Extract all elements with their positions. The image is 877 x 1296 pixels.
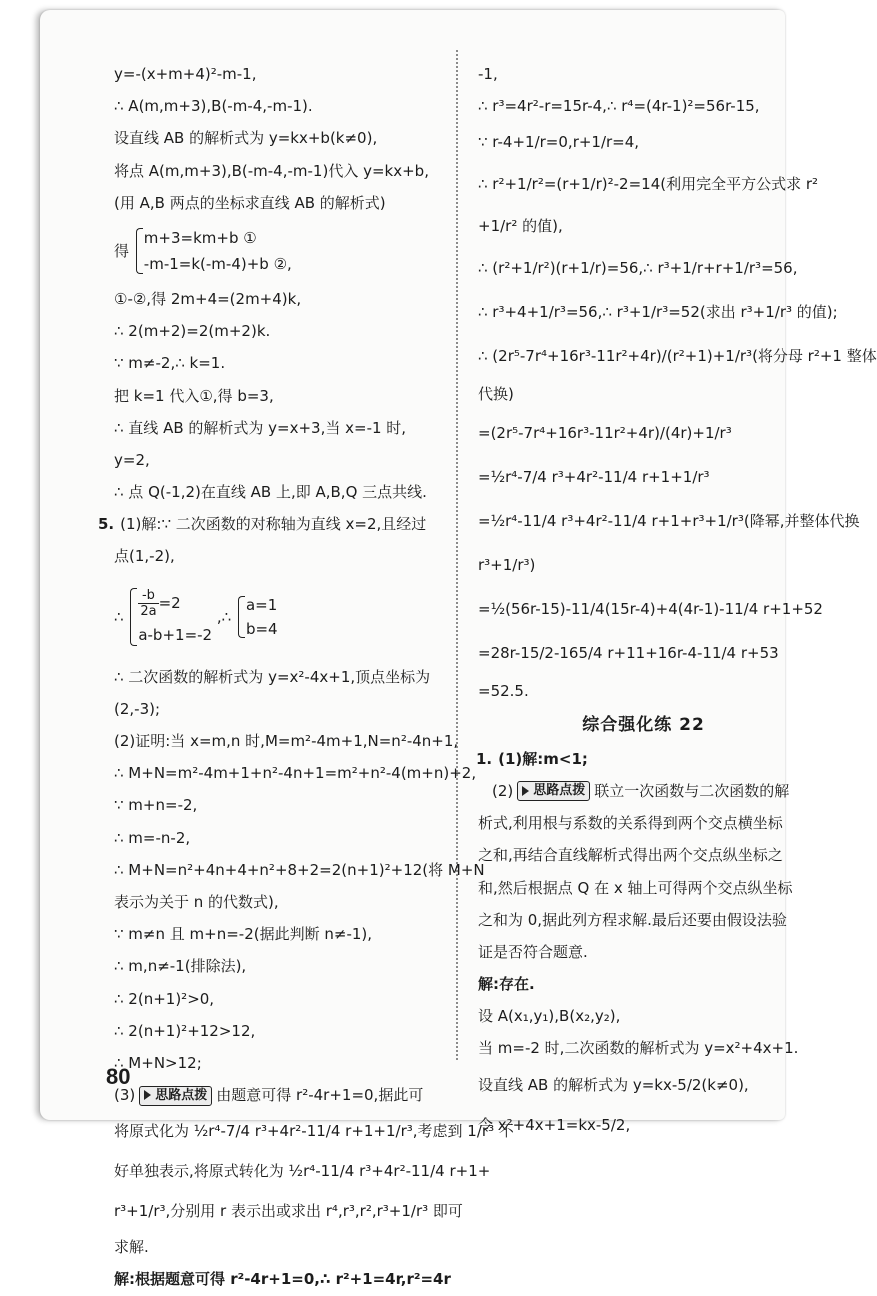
text-line: ∴ m,n≠-1(排除法), [114,957,247,976]
text-line: =(2r⁵-7r⁴+16r³-11r²+4r)/(4r)+1/r³ [478,423,732,442]
text-line: ∵ m≠-2,∴ k=1. [114,354,226,373]
text-line: =28r-15/2-165/4 r+11+16r-4-11/4 r+53 [478,643,779,662]
text-line: ∴ (2r⁵-7r⁴+16r³-11r²+4r)/(r²+1)+1/r³(将分母 r²+1 整体 [478,347,877,366]
text-line: 将点 A(m,m+3),B(-m-4,-m-1)代入 y=kx+b, [114,161,429,180]
text-line: ∴ M+N>12; [114,1053,202,1072]
linear-system [134,225,292,277]
hint-line [476,775,811,807]
play-arrow-icon [144,1090,151,1100]
text-segment: (1)解:m<1; [498,749,588,768]
equation-system [98,219,443,283]
text-line: 当 m=-2 时,二次函数的解析式为 y=x²+4x+1. [478,1039,799,1058]
text-line: y=2, [114,450,150,469]
column-divider [456,50,458,1060]
text-line: ∴ M+N=n²+4n+4+n²+8+2=2(n+1)²+12(将 M+N [114,860,485,879]
solution-b: b=4 [245,620,278,639]
text-line: 好单独表示,将原式转化为 ½r⁴-11/4 r³+4r²-11/4 r+1+ [114,1162,491,1181]
hint-badge [139,1086,212,1106]
text-line: ∴ 直线 AB 的解析式为 y=x+3,当 x=-1 时, [114,418,407,437]
text-line: =52.5. [478,681,529,700]
text-line: ∵ m≠n 且 m+n=-2(据此判断 n≠-1), [114,925,373,944]
equation-1: m+3=km+b ① [143,229,257,248]
text-line: 设直线 AB 的解析式为 y=kx+b(k≠0), [114,129,378,148]
coefficient-system [128,585,212,649]
question-number: 5. [98,515,115,534]
text-line: 代换) [478,385,514,404]
text-line: ∴ r²+1/r²=(r+1/r)²-2=14(利用完全平方公式求 r² [478,175,819,194]
text-line: ∴ 2(n+1)²>0, [114,989,215,1008]
text-line: ∴ 2(n+1)²+12>12, [114,1021,256,1040]
fraction-denominator: 2a [140,604,157,620]
therefore-symbol: ∴ [114,607,124,626]
equation-tail: =2 [158,594,181,613]
solution-system [236,593,278,641]
text-line: ∴ A(m,m+3),B(-m-4,-m-1). [114,97,313,116]
text-line: =½(56r-15)-11/4(15r-4)+4(4r-1)-11/4 r+1+52 [478,599,823,618]
text-line: ∵ m+n=-2, [114,796,198,815]
text-line: 点(1,-2), [114,547,175,566]
text-line: ∴ r³=4r²-r=15r-4,∴ r⁴=(4r-1)²=56r-15, [478,97,760,116]
solution-a: a=1 [245,596,278,615]
question-number: 1. [476,749,493,768]
text-line: y=-(x+m+4)²-m-1, [114,65,257,83]
system-connector: ,∴ [216,607,232,626]
text-line: 设 A(x₁,y₁),B(x₂,y₂), [478,1007,621,1026]
text-line: =½r⁴-11/4 r³+4r²-11/4 r+1+r³+1/r³(降幂,并整体代换 [478,511,860,530]
text-line: -1, [478,65,498,83]
text-line: ∴ m=-n-2, [114,828,191,847]
text-line: 之和为 0,据此列方程求解.最后还要由假设法验 [478,910,787,929]
text-line: ①-②,得 2m+4=(2m+4)k, [114,289,302,308]
text-line: ∴ r³+4+1/r³=56,∴ r³+1/r³=52(求出 r³+1/r³ 的值); [478,303,838,322]
text-line: 令 x²+4x+1=kx-5/2, [478,1115,631,1134]
fraction [138,588,158,619]
question-5-line [98,508,443,540]
hint-badge-label: 思路点拨 [533,783,586,799]
section-title: 综合强化练 22 [582,714,705,735]
text-line: 解:根据题意可得 r²-4r+1=0,∴ r²+1=4r,r²=4r [114,1270,451,1289]
text-line: ∴ 二次函数的解析式为 y=x²-4x+1,顶点坐标为 [114,667,431,686]
text-line: (用 A,B 两点的坐标求直线 AB 的解析式) [114,193,386,212]
text-line: =½r⁴-7/4 r³+4r²-11/4 r+1+1/r³ [478,467,710,486]
text-line: ∵ r-4+1/r=0,r+1/r=4, [478,133,640,152]
text-line: +1/r² 的值), [478,217,563,236]
fraction-numerator: -b [138,588,158,604]
text-line: 把 k=1 代入①,得 b=3, [114,386,274,405]
text-line: 之和,再结合直线解析式得出两个交点纵坐标之 [478,846,783,865]
hint-badge [517,781,590,801]
text-segment: (1)解:∵ 二次函数的对称轴为直线 x=2,且经过 [120,515,427,534]
question-1-line [476,743,811,775]
text-line: 求解. [114,1238,149,1257]
text-line: 析式,利用根与系数的关系得到两个交点横坐标 [478,814,783,833]
text-line: r³+1/r³,分别用 r 表示出或求出 r⁴,r³,r²,r³+1/r³ 即可 [114,1202,463,1221]
point-equation: a-b+1=-2 [138,626,213,645]
hint-line [98,1079,443,1111]
part-label: (2) [492,781,514,800]
text-line: ∴ (r²+1/r²)(r+1/r)=56,∴ r³+1/r+r+1/r³=56, [478,259,798,278]
text-line: 和,然后根据点 Q 在 x 轴上可得两个交点纵坐标 [478,878,793,897]
text-line: 证是否符合题意. [478,942,588,961]
axis-equation [138,585,212,621]
hint-badge-label: 思路点拨 [155,1087,208,1103]
system-prefix: 得 [114,241,130,260]
part-label: (3) [114,1086,136,1105]
text-line: r³+1/r³) [478,555,536,574]
right-column [476,58,877,1145]
text-line: 将原式化为 ½r⁴-7/4 r³+4r²-11/4 r+1+1/r³,考虑到 1/r³ 不 [114,1122,514,1141]
text-line: 设直线 AB 的解析式为 y=kx-5/2(k≠0), [478,1075,749,1094]
page-number: 80 [106,1064,131,1089]
text-line: ∴ M+N=m²-4m+1+n²-4n+1=m²+n²-4(m+n)+2, [114,764,477,783]
play-arrow-icon [522,786,529,796]
text-line: ∴ 点 Q(-1,2)在直线 AB 上,即 A,B,Q 三点共线. [114,483,427,502]
text-line: (2)证明:当 x=m,n 时,M=m²-4m+1,N=n²-4n+1, [114,732,459,750]
text-line: 解:存在. [478,975,535,994]
text-segment: 由题意可得 r²-4r+1=0,据此可 [216,1086,424,1105]
text-line: (2,-3); [114,699,161,718]
text-line: 表示为关于 n 的代数式), [114,892,279,911]
text-segment: 联立一次函数与二次函数的解 [594,781,790,800]
book-page [40,10,877,1289]
text-line: ∴ 2(m+2)=2(m+2)k. [114,322,271,341]
equation-2: -m-1=k(-m-4)+b ②, [143,255,292,274]
equation-system-block [98,573,443,661]
